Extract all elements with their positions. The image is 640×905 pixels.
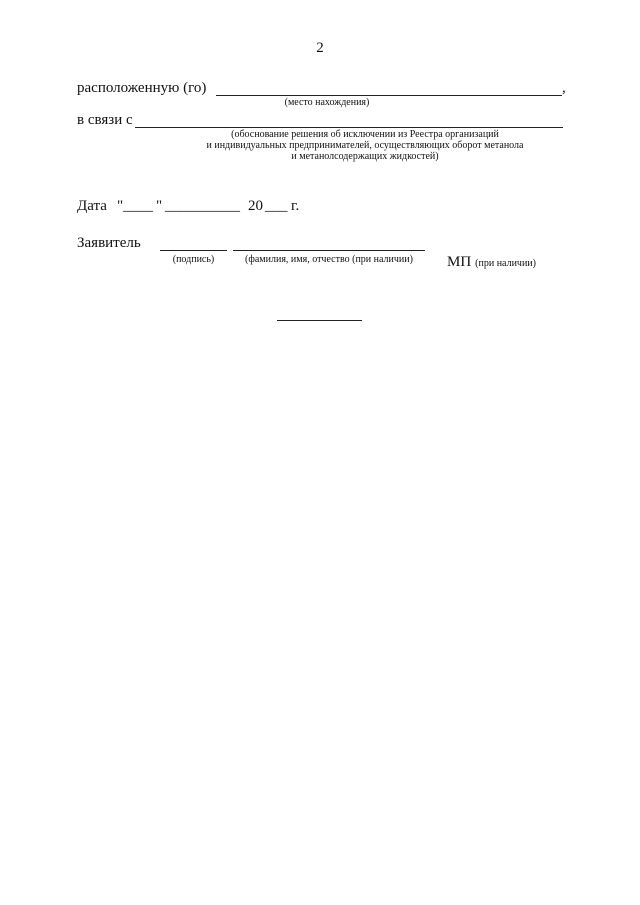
page-number: 2 <box>316 40 324 56</box>
stamp-place <box>447 253 536 271</box>
applicant-label: Заявитель <box>77 235 141 251</box>
location-label: расположенную (го) <box>77 80 207 96</box>
reason-label: в связи с <box>77 112 133 128</box>
date-month-field: __________ <box>165 198 240 214</box>
date-year-prefix: 20 <box>248 198 263 214</box>
stamp-note: (при наличии) <box>475 258 536 269</box>
date-year-field: ___ <box>265 198 288 214</box>
reason-hint-line: (обоснование решения об исключении из Реестра организаций <box>231 129 499 140</box>
date-quote-open: " <box>117 198 124 214</box>
signature-hint: (подпись) <box>172 254 215 265</box>
location-comma: , <box>562 80 566 96</box>
date-day-field: ____ <box>123 198 153 214</box>
location-hint: (место нахождения) <box>284 97 370 108</box>
date-label: Дата <box>77 198 107 214</box>
signature-field <box>160 250 227 251</box>
full-name-field <box>233 250 425 251</box>
reason-field <box>135 127 563 128</box>
end-of-document-rule <box>277 320 362 321</box>
reason-hint-line: и метанолсодержащих жидкостей) <box>291 151 439 162</box>
full-name-hint: (фамилия, имя, отчество (при наличии) <box>245 254 413 265</box>
reason-hint <box>190 129 540 162</box>
location-field <box>216 95 562 96</box>
date-quote-close: " <box>156 198 163 214</box>
reason-hint-line: и индивидуальных предпринимателей, осуществляющих оборот метанола <box>206 140 524 151</box>
date-year-suffix: г. <box>291 198 300 214</box>
stamp-label: МП <box>447 254 472 270</box>
